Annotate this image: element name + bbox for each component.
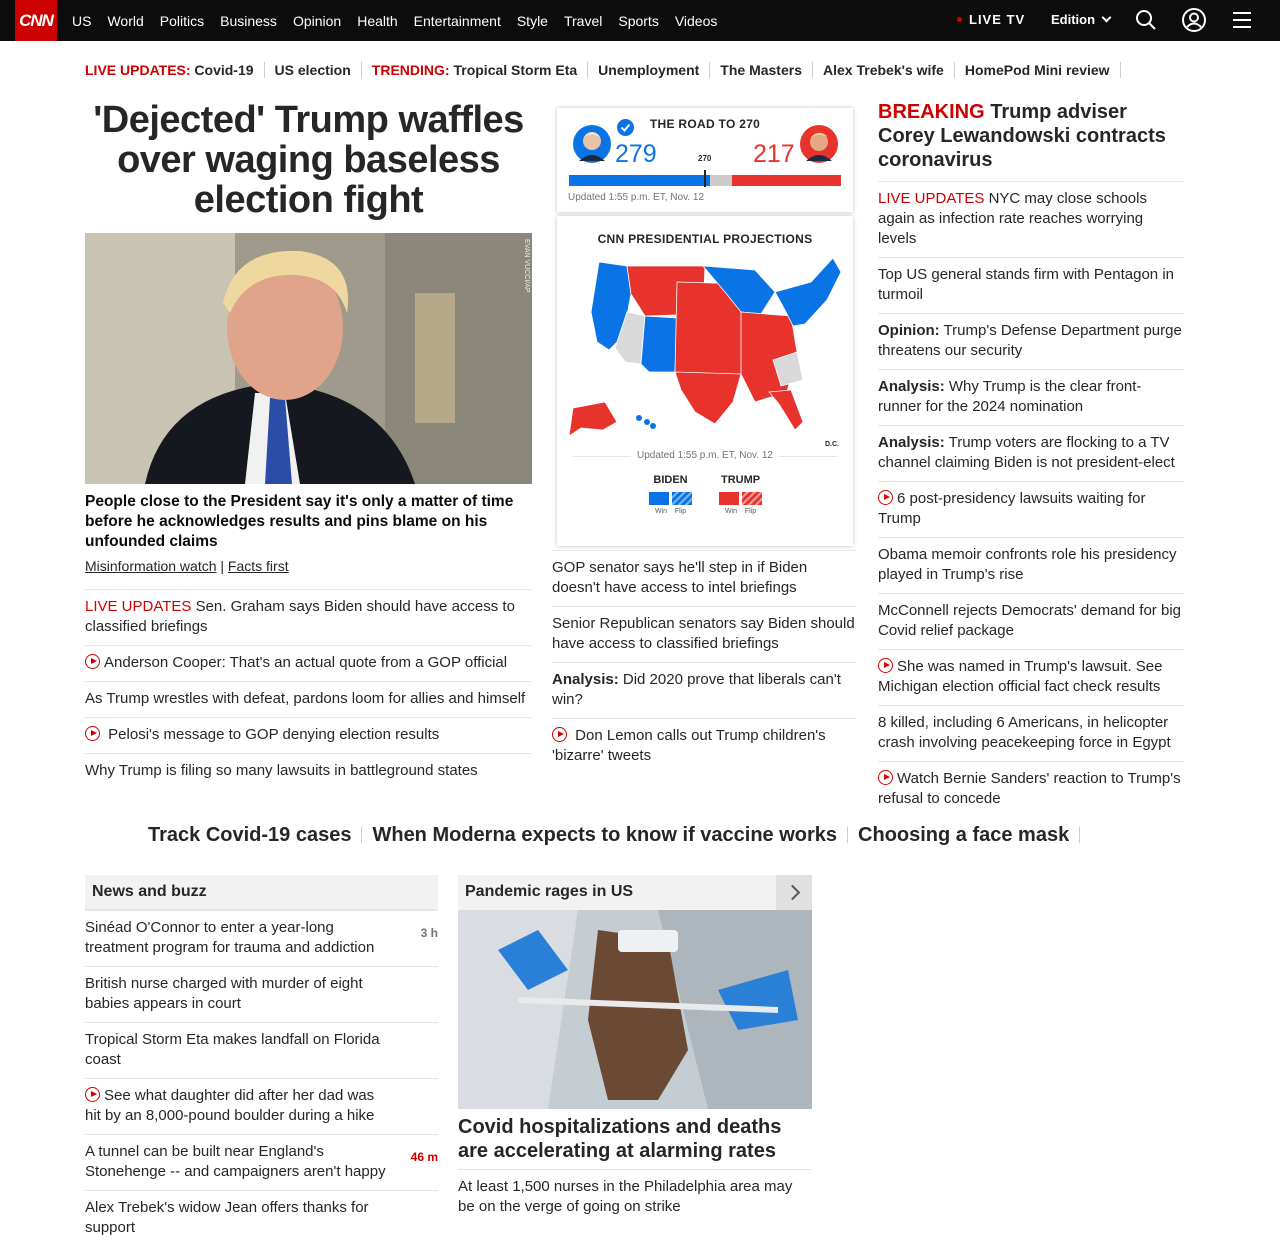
top-stories-column xyxy=(878,100,1184,817)
nav-item-us[interactable]: US xyxy=(72,12,92,29)
list-item[interactable] xyxy=(552,606,856,662)
nav-item-health[interactable]: Health xyxy=(357,12,398,29)
list-item[interactable] xyxy=(552,718,856,774)
live-dot-icon xyxy=(957,17,962,22)
breaking-text: Trump adviser Corey Lewandowski contracts coronavirus xyxy=(878,101,1166,171)
list-item[interactable] xyxy=(85,910,438,966)
trump-bar-fill xyxy=(732,175,841,186)
trending-item-us-election[interactable]: US election xyxy=(265,62,362,78)
lead-headline[interactable]: 'Dejected' Trump waffles over waging baseless election fight xyxy=(93,99,524,221)
trending-live-updates[interactable] xyxy=(85,62,265,78)
dc-label: D.C. xyxy=(825,441,839,448)
biden-flip-swatch xyxy=(672,492,692,505)
list-item[interactable] xyxy=(878,313,1184,369)
nav-item-business[interactable]: Business xyxy=(220,12,277,29)
list-item[interactable] xyxy=(85,753,532,789)
story-text: NYC may close schools again as infection rate reaches worrying levels xyxy=(878,190,1147,247)
nav-item-travel[interactable]: Travel xyxy=(563,12,603,29)
story-text: Pelosi's message to GOP denying election results xyxy=(108,726,440,743)
biden-legend xyxy=(649,474,692,515)
road-updated: Updated 1:55 p.m. ET, Nov. 12 xyxy=(568,192,705,203)
live-updates-tag: LIVE UPDATES xyxy=(85,598,192,615)
list-item[interactable] xyxy=(85,1190,438,1246)
projection-map-widget[interactable] xyxy=(557,216,853,546)
trump-flip-swatch xyxy=(742,492,762,505)
pandemic-headline[interactable]: Covid hospitalizations and deaths are accelerating at alarming rates xyxy=(458,1109,812,1170)
list-item[interactable] xyxy=(85,717,532,753)
trump-photo-illustration xyxy=(85,233,532,484)
story-text: She was named in Trump's lawsuit. See Michigan election official fact check results xyxy=(878,658,1163,695)
list-item[interactable] xyxy=(85,1078,438,1134)
trending-tropical-storm[interactable] xyxy=(362,62,588,78)
list-item[interactable] xyxy=(878,537,1184,593)
nav-item-world[interactable]: World xyxy=(107,12,144,29)
win-label: Win xyxy=(724,508,738,515)
trending-label: TRENDING: xyxy=(371,62,450,78)
story-text: Senior Republican senators say Biden should have access to classified briefings xyxy=(552,615,855,652)
news-and-buzz-title[interactable]: News and buzz xyxy=(85,875,438,910)
timestamp: 3 h xyxy=(420,926,438,940)
lead-story-list xyxy=(85,589,532,789)
story-text: See what daughter did after her dad was hit by an 8,000-pound boulder during a hike xyxy=(85,1087,375,1124)
biden-avatar xyxy=(573,125,611,163)
list-item[interactable] xyxy=(878,649,1184,705)
biden-legend-sublabels xyxy=(649,508,692,515)
news-and-buzz-section xyxy=(85,875,438,1246)
nav-item-sports[interactable]: Sports xyxy=(618,12,659,29)
list-item[interactable] xyxy=(878,593,1184,649)
pandemic-section xyxy=(458,875,812,1217)
trending-text: Tropical Storm Eta xyxy=(453,62,578,78)
face-mask-link[interactable]: Choosing a face mask xyxy=(848,827,1080,843)
list-item[interactable] xyxy=(552,662,856,718)
flip-label: Flip xyxy=(744,508,757,515)
trending-item-unemployment[interactable]: Unemployment xyxy=(588,62,710,78)
timestamp: 46 m xyxy=(410,1150,438,1164)
video-play-icon xyxy=(552,727,567,742)
photo-credit: EVAN VUCCI/AP xyxy=(523,239,530,293)
live-tv-link[interactable] xyxy=(957,12,1025,27)
pandemic-header[interactable] xyxy=(458,875,812,910)
story-text: Did 2020 prove that liberals can't win? xyxy=(552,671,841,708)
road-title: THE ROAD TO 270 xyxy=(649,117,761,131)
chevron-down-icon xyxy=(1102,13,1112,23)
list-item[interactable] xyxy=(85,589,532,645)
video-play-icon xyxy=(878,770,893,785)
lead-story-column xyxy=(85,99,532,779)
biden-legend-label: BIDEN xyxy=(653,474,688,486)
lead-subhead[interactable]: People close to the President say it's only a matter of time before he acknowledges results and pins blame on his unfounded claims xyxy=(85,493,514,550)
nav-item-politics[interactable]: Politics xyxy=(159,12,205,29)
hospital-photo-illustration xyxy=(458,910,812,1109)
video-play-icon xyxy=(85,726,100,741)
nav-item-entertainment[interactable]: Entertainment xyxy=(413,12,501,29)
edition-selector[interactable] xyxy=(1051,12,1110,27)
story-text: McConnell rejects Democrats' demand for big Covid relief package xyxy=(878,602,1181,639)
biden-bar-fill xyxy=(569,175,710,186)
opinion-tag: Opinion: xyxy=(878,322,940,339)
live-tv-label: LIVE TV xyxy=(969,12,1026,27)
list-item[interactable] xyxy=(878,481,1184,537)
search-icon[interactable] xyxy=(1134,8,1158,32)
trump-legend-label: TRUMP xyxy=(720,474,761,486)
breaking-label: BREAKING xyxy=(878,101,985,123)
covid-links-bar xyxy=(148,824,1080,846)
cnn-logo[interactable]: CNN xyxy=(15,0,57,41)
story-text: Anderson Cooper: That's an actual quote from a GOP official xyxy=(104,654,508,671)
trending-item-trebek[interactable]: Alex Trebek's wife xyxy=(813,62,955,78)
biden-win-swatch xyxy=(649,492,669,505)
analysis-tag: Analysis: xyxy=(552,671,619,688)
story-text: Don Lemon calls out Trump children's 'bizarre' tweets xyxy=(552,727,826,764)
moderna-link[interactable]: When Moderna expects to know if vaccine works xyxy=(362,827,848,843)
video-play-icon xyxy=(878,658,893,673)
biden-electoral-votes: 279 xyxy=(615,140,657,168)
story-text: Trump voters are flocking to a TV channel claiming Biden is not president-elect xyxy=(878,434,1175,471)
list-item[interactable] xyxy=(85,681,532,717)
facts-first-link[interactable]: Facts first xyxy=(227,558,289,574)
list-item[interactable] xyxy=(878,257,1184,313)
live-updates-label: LIVE UPDATES: xyxy=(85,62,191,78)
trump-avatar xyxy=(800,125,838,163)
link-separator: | xyxy=(216,558,228,574)
us-electoral-map xyxy=(565,252,845,438)
projection-updated xyxy=(557,450,853,461)
video-play-icon xyxy=(878,490,893,505)
story-text: British nurse charged with murder of eight babies appears in court xyxy=(85,975,363,1012)
trending-item-homepod[interactable]: HomePod Mini review xyxy=(955,62,1121,78)
list-item[interactable] xyxy=(552,550,856,606)
win-label: Win xyxy=(654,508,668,515)
story-text: Obama memoir confronts role his presidency played in Trump's rise xyxy=(878,546,1177,583)
nav-menu xyxy=(72,0,733,41)
story-text: A tunnel can be built near England's Stonehenge -- and campaigners aren't happy xyxy=(85,1143,386,1180)
nav-item-style[interactable]: Style xyxy=(516,12,548,29)
story-text: Trump's Defense Department purge threatens our security xyxy=(878,322,1182,359)
story-text: Top US general stands firm with Pentagon in turmoil xyxy=(878,266,1174,303)
nav-item-opinion[interactable]: Opinion xyxy=(292,12,342,29)
analysis-tag: Analysis: xyxy=(878,434,945,451)
story-text: Sen. Graham says Biden should have access to classified briefings xyxy=(85,598,515,635)
trump-electoral-votes: 217 xyxy=(753,140,795,168)
trump-legend xyxy=(719,474,762,515)
video-play-icon xyxy=(85,654,100,669)
trending-item-masters[interactable]: The Masters xyxy=(710,62,813,78)
story-text: 8 killed, including 6 Americans, in helicopter crash involving peacekeeping force in Egypt xyxy=(878,714,1171,751)
list-item[interactable] xyxy=(878,761,1184,817)
story-text: Why Trump is filing so many lawsuits in battleground states xyxy=(85,762,478,779)
track-covid-link[interactable]: Track Covid-19 cases xyxy=(148,827,362,843)
projection-updated-text: Updated 1:55 p.m. ET, Nov. 12 xyxy=(631,450,779,461)
threshold-270: 270 xyxy=(698,154,712,163)
lead-links xyxy=(85,558,289,574)
threshold-marker xyxy=(704,170,706,187)
breaking-headline[interactable] xyxy=(878,100,1184,181)
story-text: As Trump wrestles with defeat, pardons loom for allies and himself xyxy=(85,690,526,707)
list-item[interactable] xyxy=(85,1134,438,1190)
analysis-tag: Analysis: xyxy=(878,378,945,395)
nav-item-videos[interactable]: Videos xyxy=(674,12,718,29)
pandemic-story[interactable]: At least 1,500 nurses in the Philadelphia area may be on the verge of going on strike xyxy=(458,1178,793,1215)
story-text: Watch Bernie Sanders' reaction to Trump's refusal to concede xyxy=(878,770,1181,807)
story-text: Why Trump is the clear front-runner for the 2024 nomination xyxy=(878,378,1142,415)
live-updates-tag: LIVE UPDATES xyxy=(878,190,985,207)
list-item[interactable] xyxy=(85,645,532,681)
election-story-list xyxy=(552,550,856,774)
top-nav xyxy=(0,0,1280,41)
story-text: 6 post-presidency lawsuits waiting for Trump xyxy=(878,490,1146,527)
story-text: Tropical Storm Eta makes landfall on Florida coast xyxy=(85,1031,380,1068)
winner-check-icon xyxy=(617,119,634,136)
list-item[interactable] xyxy=(878,181,1184,257)
projection-title: CNN PRESIDENTIAL PROJECTIONS xyxy=(597,232,813,246)
chevron-right-icon[interactable] xyxy=(776,875,812,910)
list-item[interactable] xyxy=(85,1022,438,1078)
live-updates-text: Covid-19 xyxy=(194,62,254,78)
list-item[interactable] xyxy=(878,705,1184,761)
account-icon[interactable] xyxy=(1182,8,1206,32)
list-item[interactable] xyxy=(85,966,438,1022)
list-item[interactable] xyxy=(878,369,1184,425)
hamburger-menu-icon[interactable] xyxy=(1230,8,1254,32)
story-text: Sinéad O'Connor to enter a year-long treatment program for trauma and addiction xyxy=(85,919,375,956)
flip-label: Flip xyxy=(674,508,687,515)
misinformation-link[interactable]: Misinformation watch xyxy=(85,558,217,574)
pandemic-title: Pandemic rages in US xyxy=(465,883,634,900)
trump-photo[interactable] xyxy=(85,233,532,484)
trump-legend-sublabels xyxy=(719,508,762,515)
story-text: Alex Trebek's widow Jean offers thanks for support xyxy=(85,1199,369,1236)
edition-label: Edition xyxy=(1051,12,1096,27)
video-play-icon xyxy=(85,1087,100,1102)
trump-win-swatch xyxy=(719,492,739,505)
hospital-photo[interactable] xyxy=(458,910,812,1109)
story-text: GOP senator says he'll step in if Biden doesn't have access to intel briefings xyxy=(552,559,808,596)
trending-bar xyxy=(85,62,1121,78)
list-item[interactable] xyxy=(878,425,1184,481)
